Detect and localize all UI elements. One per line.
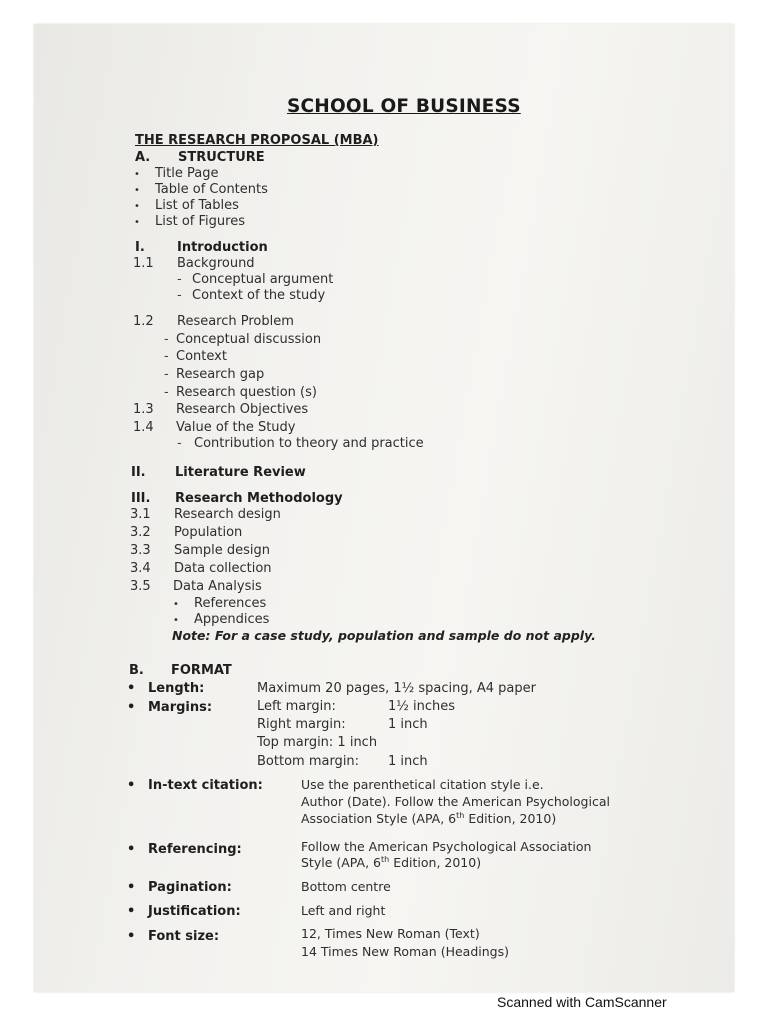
format-value: Author (Date). Follow the American Psychological	[301, 794, 610, 809]
format-value: 1 inch	[388, 717, 428, 732]
subsection-num: 1.1	[133, 256, 154, 271]
section-b-heading: FORMAT	[171, 663, 232, 678]
sub-item: Context	[176, 349, 227, 364]
format-value: Follow the American Psychological Association	[301, 839, 592, 854]
bullet-dot: •	[134, 201, 140, 212]
bullet-dot: •	[134, 217, 140, 228]
subsection-num: 3.5	[130, 579, 151, 594]
sub-item: Research gap	[176, 367, 265, 382]
dash-marker: -	[164, 367, 169, 382]
subsection-num: 3.2	[130, 525, 151, 540]
citation-text: Association Style (APA, 6	[301, 811, 457, 827]
format-value: Right margin:	[257, 717, 346, 732]
dash-marker: -	[177, 272, 182, 287]
section-b-label: B.	[129, 663, 144, 678]
sub-item: Context of the study	[192, 288, 326, 303]
subsection-label: Population	[174, 525, 243, 540]
format-value: 14 Times New Roman (Headings)	[301, 944, 509, 959]
section-a-heading: STRUCTURE	[178, 150, 265, 165]
bullet-dot: •	[134, 185, 140, 196]
dash-marker: -	[164, 349, 169, 364]
format-value: Left and right	[301, 903, 386, 918]
bullet-dot: •	[127, 778, 136, 793]
subsection-num: 3.1	[130, 507, 151, 522]
bullet-dot: •	[127, 681, 136, 696]
dash-marker: -	[164, 332, 169, 347]
section-1-num: I.	[135, 240, 145, 255]
bullet-dot: •	[127, 700, 136, 715]
format-value: Maximum 20 pages, 1½ spacing, A4 paper	[257, 681, 536, 696]
format-label: Referencing:	[148, 842, 242, 857]
scanner-watermark: Scanned with CamScanner	[497, 994, 667, 1010]
structure-item: Title Page	[155, 166, 219, 181]
sub-item: Conceptual argument	[192, 272, 334, 287]
dash-marker: -	[177, 288, 182, 303]
format-label: Pagination:	[148, 880, 232, 895]
document-page	[34, 24, 734, 992]
subsection-label: Sample design	[174, 543, 271, 558]
bullet-dot: •	[134, 169, 140, 180]
format-value: Bottom centre	[301, 879, 391, 894]
section-a-label: A.	[135, 150, 151, 165]
subsection-label: Research Objectives	[176, 402, 309, 417]
superscript: th	[381, 855, 390, 864]
structure-item: List of Tables	[155, 198, 239, 213]
superscript: th	[456, 811, 465, 820]
format-label: Length:	[148, 681, 205, 696]
extra-item: Appendices	[194, 612, 270, 627]
dash-marker: -	[164, 385, 169, 400]
format-value: Use the parenthetical citation style i.e.	[301, 777, 544, 792]
methodology-note: Note: For a case study, population and sample do not apply.	[172, 628, 596, 643]
subsection-label: Data Analysis	[173, 579, 262, 594]
format-value: 1 inch	[388, 754, 428, 769]
format-value: Top margin: 1 inch	[257, 735, 378, 750]
format-value: 12, Times New Roman (Text)	[301, 926, 480, 941]
structure-item: List of Figures	[155, 214, 245, 229]
subsection-label: Background	[177, 256, 255, 271]
format-value	[301, 855, 481, 870]
format-label: Margins:	[148, 700, 213, 715]
subsection-label: Research design	[174, 507, 281, 522]
referencing-text: Style (APA, 6	[301, 855, 381, 871]
format-value: Left margin:	[257, 699, 336, 714]
format-value: Bottom margin:	[257, 754, 360, 769]
format-label: In-text citation:	[148, 778, 263, 793]
citation-text: Edition, 2010)	[464, 811, 557, 827]
subsection-num: 1.3	[133, 402, 154, 417]
bullet-dot: •	[127, 880, 136, 895]
subsection-num: 3.3	[130, 543, 151, 558]
bullet-dot: •	[173, 615, 179, 626]
format-label: Font size:	[148, 929, 220, 944]
extra-item: References	[194, 596, 267, 611]
section-2-num: II.	[131, 465, 146, 480]
referencing-text: Edition, 2010)	[389, 855, 482, 871]
sub-item: Conceptual discussion	[176, 332, 322, 347]
subsection-num: 1.4	[133, 420, 154, 435]
bullet-dot: •	[173, 599, 179, 610]
format-value: 1½ inches	[388, 699, 456, 714]
sub-item: Contribution to theory and practice	[194, 436, 424, 451]
sub-item: Research question (s)	[176, 385, 317, 400]
dash-marker: -	[177, 436, 182, 451]
section-1-heading: Introduction	[177, 240, 268, 255]
subsection-num: 1.2	[133, 314, 154, 329]
format-value	[301, 811, 556, 826]
document-title: SCHOOL OF BUSINESS	[287, 96, 521, 117]
document-subtitle: THE RESEARCH PROPOSAL (MBA)	[135, 133, 379, 148]
section-3-heading: Research Methodology	[175, 491, 343, 506]
subsection-label: Value of the Study	[176, 420, 296, 435]
subsection-label: Data collection	[174, 561, 272, 576]
subsection-label: Research Problem	[177, 314, 294, 329]
section-2-heading: Literature Review	[175, 465, 306, 480]
subsection-num: 3.4	[130, 561, 151, 576]
bullet-dot: •	[127, 904, 136, 919]
bullet-dot: •	[127, 929, 136, 944]
section-3-num: III.	[131, 491, 151, 506]
structure-item: Table of Contents	[155, 182, 268, 197]
format-label: Justification:	[148, 904, 241, 919]
bullet-dot: •	[127, 842, 136, 857]
